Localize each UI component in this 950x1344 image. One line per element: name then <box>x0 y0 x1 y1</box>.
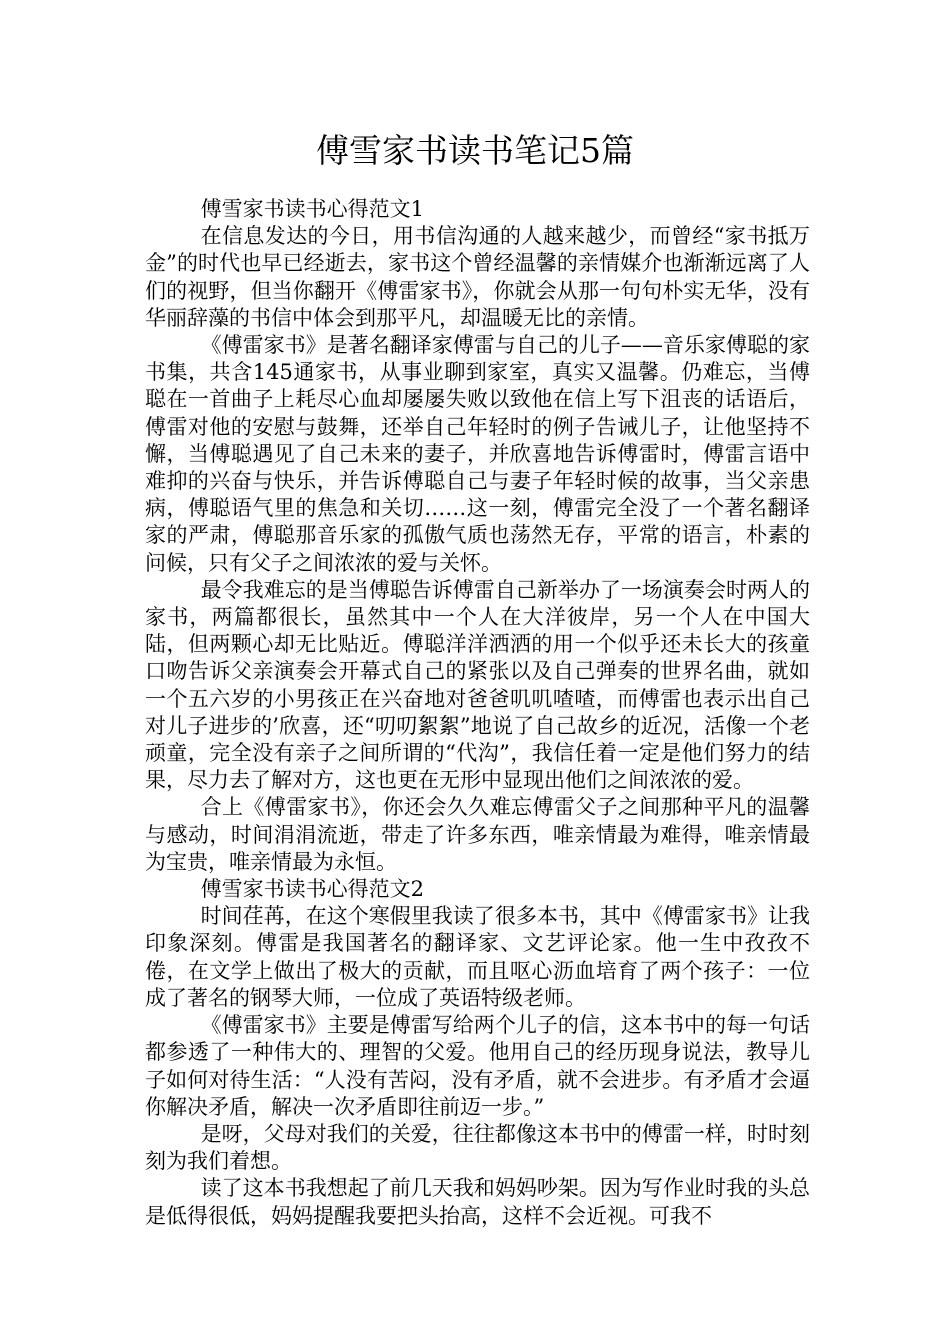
paragraph: 读了这本书我想起了前几天我和妈妈吵架。因为写作业时我的头总是低得很低，妈妈提醒我要把头抬高，这样不会近视。可我不 <box>145 1176 810 1228</box>
document-title: 傅雪家书读书笔记5篇 <box>316 131 634 170</box>
section-heading: 傅雪家书读书心得范文2 <box>200 877 425 902</box>
paragraph: 时间荏苒，在这个寒假里我读了很多本书，其中《傅雷家书》让我印象深刻。傅雷是我国著名的翻译家、文艺评论家。他一生中孜孜不倦，在文学上做出了极大的贡献，而且呕心沥血培育了两个孩子：一位成了著名的钢琴大师，一位成了英语特级老师。 <box>145 904 810 1010</box>
paragraph: 《傅雷家书》主要是傅雷写给两个儿子的信，这本书中的每一句话都参透了一种伟大的、理智的父爱。他用自己的经历现身说法，教导儿子如何对待生活：“人没有苦闷，没有矛盾，就不会进步。有矛盾才会逼你解决矛盾，解决一次矛盾即往前迈一步。” <box>145 1013 810 1119</box>
paragraph: 最令我难忘的是当傅聪告诉傅雷自己新举办了一场演奏会时两人的家书，两篇都很长，虽然其中一个人在大洋彼岸，另一个人在中国大陆，但两颗心却无比贴近。傅聪洋洋洒洒的用一个似乎还未长大的孩童口吻告诉父亲演奏会开幕式自己的紧张以及自己弹奏的世界名曲，就如一个五六岁的小男孩正在兴奋地对爸爸叽叽喳喳，而傅雷也表示出自己对儿子进步的’欣喜，还“叨叨絮絮”地说了自己故乡的近况，活像一个老顽童，完全没有亲子之间所谓的“代沟”，我信任着一定是他们努力的结果，尽力去了解对方，这也更在无形中显现出他们之间浓浓的爱。 <box>145 577 810 793</box>
paragraph: 《傅雷家书》是著名翻译家傅雷与自己的儿子——音乐家傅聪的家书集，共含145通家书，从事业聊到家室，真实又温馨。仍难忘，当傅聪在一首曲子上耗尽心血却屡屡失败以致他在信上写下沮丧的话语后，傅雷对他的安慰与鼓舞，还举自己年轻时的例子告诫儿子，让他坚持不懈，当傅聪遇见了自己未来的妻子，并欣喜地告诉傅雷时，傅雷言语中难抑的兴奋与快乐，并告诉傅聪自己与妻子年轻时候的故事，当父亲患病，傅聪语气里的焦急和关切……这一刻，傅雷完全没了一个著名翻译家的严肃，傅聪那音乐家的孤傲气质也荡然无存，平常的语言，朴素的问候，只有父子之间浓浓的爱与关怀。 <box>145 333 810 575</box>
paragraph: 合上《傅雷家书》，你还会久久难忘傅雷父子之间那种平凡的温馨与感动，时间涓涓流逝，带走了许多东西，唯亲情最为难得，唯亲情最为宝贵，唯亲情最为永恒。 <box>145 795 810 874</box>
section-heading: 傅雪家书读书心得范文1 <box>200 197 425 221</box>
paragraph: 是呀，父母对我们的关爱，往往都像这本书中的傅雷一样，时时刻刻为我们着想。 <box>145 1121 810 1174</box>
paragraph: 在信息发达的今日，用书信沟通的人越来越少，而曾经“家书抵万金”的时代也早已经逝去，家书这个曾经温馨的亲情媒介也渐渐远离了人们的视野，但当你翻开《傅雷家书》，你就会从那一句句朴实无华，没有华丽辞藻的书信中体会到那平凡，却温暖无比的亲情。 <box>145 224 810 330</box>
document-body <box>145 196 810 1230</box>
